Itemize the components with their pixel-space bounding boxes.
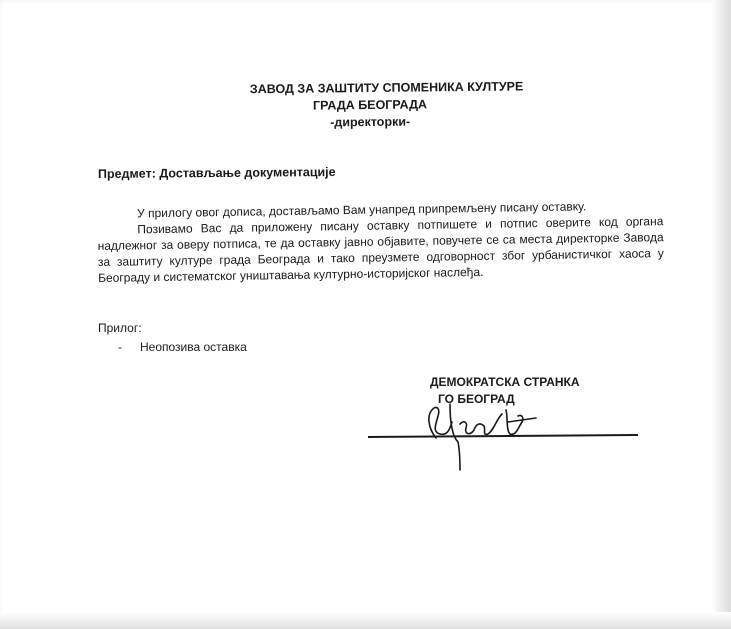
attachment-label: Прилог: (98, 321, 142, 335)
subject-line: Предмет: Достављање документације (97, 164, 336, 182)
page-edge-right (712, 0, 731, 629)
body-paragraph-2: Позивамо Вас да приложену писану оставку потпишете и потпис оверите код органа надлежног за оверу потписа, те да оставку јавно објавите, повучете се са места директорке Завода за заштиту културе града Београда и тако преузмете одговорност због урбанистичког хаоса у Београду и систематског уништавања културно-историјског наслеђа. (97, 214, 664, 285)
attachment-item (98, 339, 247, 356)
addressee-line-1: ЗАВОД ЗА ЗАШТИТУ СПОМЕНИКА КУЛТУРЕ (249, 79, 524, 97)
signature-stroke-1 (429, 407, 452, 438)
attachment-block (98, 320, 247, 356)
sender-line-1: ДЕМОКРАТСКА СТРАНКА (430, 375, 580, 389)
signature-line (368, 435, 638, 437)
addressee-line-2: ГРАДА БЕОГРАДА (312, 97, 428, 113)
sender-line-2: ГО БЕОГРАД (438, 392, 515, 406)
attachment-bullet: - (118, 340, 122, 354)
signature-stroke-3 (460, 414, 502, 434)
attachment-item-text: Неопозива оставка (140, 340, 247, 354)
body-paragraph-1: У прилогу овог дописа, достављамо Вам унапред припремљену писану оставку. (137, 199, 587, 221)
addressee-block (249, 79, 524, 133)
addressee-line-3: -директорки- (330, 114, 411, 130)
handwritten-signature (366, 400, 646, 475)
letter-body (97, 197, 664, 286)
signature-stroke-4 (506, 410, 536, 434)
page-edge-bottom (0, 612, 731, 629)
